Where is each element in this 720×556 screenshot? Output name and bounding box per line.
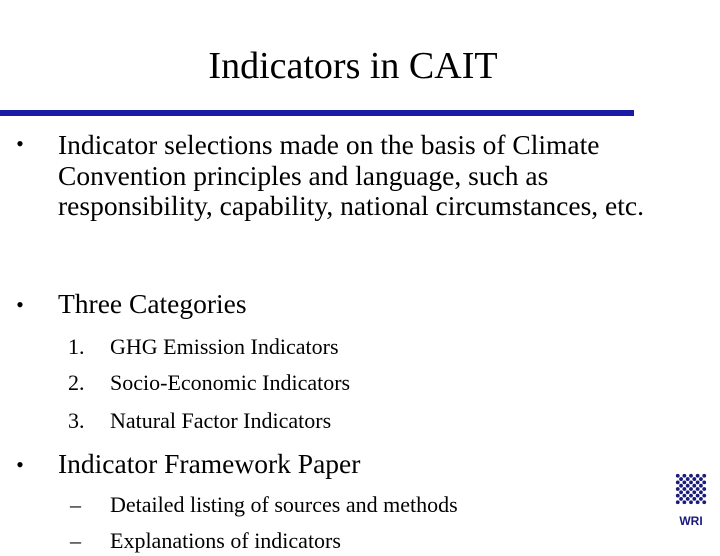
slide-title: Indicators in CAIT — [208, 45, 498, 87]
logo-dot — [702, 474, 706, 478]
logo-dot — [689, 494, 693, 498]
sub-item-number: 2. — [68, 370, 85, 395]
logo-dot — [679, 484, 683, 488]
logo-dot — [702, 480, 706, 484]
logo-dot — [699, 484, 703, 488]
logo-dot — [689, 487, 693, 491]
sub-item-dash: – — [70, 528, 81, 553]
logo-dot — [699, 490, 703, 494]
logo-dot — [676, 487, 680, 491]
logo-dot — [692, 497, 696, 501]
logo-dot — [679, 497, 683, 501]
logo-dot — [702, 494, 706, 498]
logo-dot — [702, 487, 706, 491]
sub-item-socio-economic: Socio-Economic Indicators — [110, 370, 351, 395]
logo-dot — [689, 474, 693, 478]
sub-item-ghg-emission: GHG Emission Indicators — [110, 334, 339, 359]
logo-dot — [696, 494, 700, 498]
sub-item-dash: – — [70, 492, 81, 517]
logo-dot — [682, 500, 686, 504]
logo-dot — [696, 487, 700, 491]
logo-dot — [682, 494, 686, 498]
logo-dot — [692, 490, 696, 494]
logo-dot — [692, 484, 696, 488]
sub-item-sources-methods: Detailed listing of sources and methods — [110, 492, 458, 517]
logo-dot — [699, 497, 703, 501]
logo-dot — [696, 474, 700, 478]
logo-dot — [682, 474, 686, 478]
logo-dot — [696, 500, 700, 504]
logo-dot — [682, 487, 686, 491]
logo-dot — [679, 477, 683, 481]
logo-dot — [682, 480, 686, 484]
logo-dot — [676, 494, 680, 498]
logo-dot — [679, 490, 683, 494]
logo-dot — [702, 500, 706, 504]
logo-dot — [686, 484, 690, 488]
bullet-marker: • — [16, 131, 24, 156]
wri-logo-text: WRI — [679, 514, 703, 528]
logo-dot — [676, 480, 680, 484]
logo-dot — [699, 477, 703, 481]
sub-item-number: 1. — [68, 334, 85, 359]
logo-dot — [696, 480, 700, 484]
bullet-marker: • — [16, 292, 24, 317]
logo-dot — [686, 497, 690, 501]
bullet-marker: • — [16, 452, 24, 477]
logo-dot — [676, 500, 680, 504]
sub-item-number: 3. — [68, 408, 85, 433]
bullet-text-three-categories: Three Categories — [58, 288, 247, 319]
title-underline — [0, 110, 634, 116]
logo-dot — [689, 480, 693, 484]
logo-dot — [692, 477, 696, 481]
bullet-text-framework-paper: Indicator Framework Paper — [58, 448, 361, 479]
wri-logo — [667, 465, 715, 535]
sub-item-explanations: Explanations of indicators — [110, 528, 341, 553]
logo-dot — [689, 500, 693, 504]
logo-dot — [686, 490, 690, 494]
wri-globe-icon — [667, 465, 715, 513]
bullet-text-indicator-selections: Indicator selections made on the basis of Climate Convention principles and language, such as responsibility, capability, national circumstances, etc. — [58, 129, 644, 221]
sub-item-natural-factor: Natural Factor Indicators — [110, 408, 332, 433]
logo-dot — [686, 477, 690, 481]
logo-dot — [676, 474, 680, 478]
